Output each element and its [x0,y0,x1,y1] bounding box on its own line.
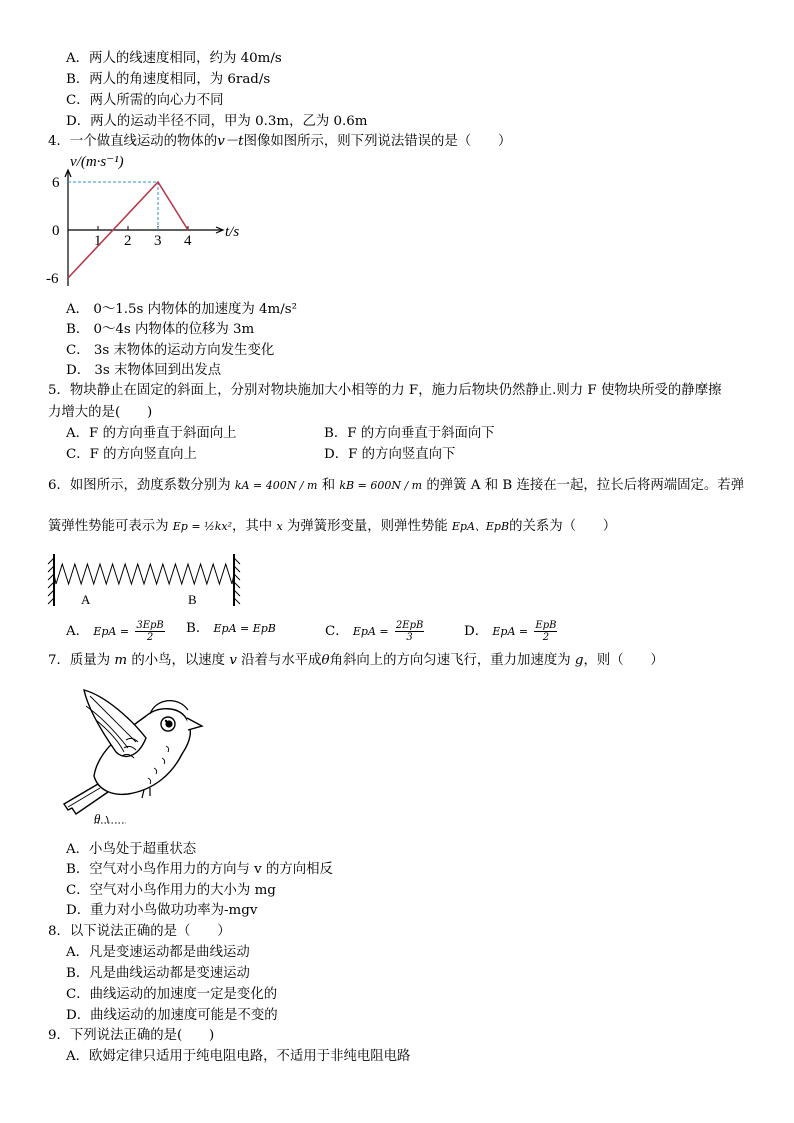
q6-option-a-lhs: EpA = [93,625,130,638]
q6-option-a-label: A． [66,624,90,639]
q6-epa-epb: EpA、EpB [451,520,510,533]
q6-and: 和 [321,478,336,493]
q6-option-b-label: B． [186,621,210,636]
q5-option-c: C．F 的方向竖直向上 [66,447,197,462]
q6-option-d-num: EpB [535,620,557,631]
q5-option-d: D．F 的方向竖直向下 [324,447,456,462]
q6-option-a [66,620,167,643]
q6-option-c [325,620,426,643]
q8-stem: 8．以下说法正确的是（ ） [48,924,231,939]
x-tick-label: 2 [124,233,132,249]
q7-v: v [229,653,237,668]
q5-option-b: B．F 的方向垂直于斜面向下 [324,426,495,441]
q6-line2-d: 的关系为（ ） [509,519,617,534]
q6-option-a-num: 3EpB [136,620,164,631]
q7-option-c: C．空气对小鸟作用力的大小为 mg [66,883,276,898]
q3-option-b: B．两人的角速度相同，为 6rad/s [66,72,271,87]
q6-option-b-lhs: EpA = EpB [213,622,276,635]
q6-line2-a: 簧弹性势能可表示为 [48,519,169,534]
q7-option-b: B．空气对小鸟作用力的方向与 v 的方向相反 [66,862,333,877]
spring-figure [44,548,244,614]
q4-option-d: D． 3s 末物体回到出发点 [66,363,222,378]
q3-option-c: C．两人所需的向心力不同 [66,93,224,108]
spring-b-label: B [188,592,197,607]
q6-kb: kB = 600N / m [339,479,423,492]
q8-option-d: D．曲线运动的加速度可能是不变的 [66,1008,278,1023]
q5-stem-line2: 力增大的是( ) [48,405,153,420]
q8-option-c: C．曲线运动的加速度一定是变化的 [66,987,278,1002]
q6-option-c-den: 3 [406,632,413,643]
q6-line2 [48,518,616,536]
q9-stem: 9．下列说法正确的是( ) [48,1028,215,1043]
q6-option-d-frac [534,620,557,643]
q7-stem-d: 角斜向上的方向匀速飞行，重力加速度为 [329,653,571,668]
q7-stem-a: 7．质量为 [48,653,111,668]
q7-option-d: D．重力对小鸟做功功率为-mgv [66,903,258,918]
q6-line1 [48,477,744,495]
x-tick-label: 1 [94,233,102,249]
q6-option-c-frac [395,620,424,643]
q8-option-a: A．凡是变速运动都是曲线运动 [66,945,250,960]
q5-stem-line1: 5．物块静止在固定的斜面上，分别对物块施加大小相等的力 F，施力后物块仍然静止.则力 F 使物块所受的静摩擦 [48,383,722,398]
x-tick-label: 3 [154,233,162,249]
q5-option-a: A．F 的方向垂直于斜面向上 [66,426,237,441]
q6-line2-c: 为弹簧形变量，则弹性势能 [286,519,448,534]
q4-stem-suffix: 图像如图所示，则下列说法错误的是（ ） [243,134,512,149]
q6-option-c-lhs: EpA = [352,625,389,638]
q3-option-a: A．两人的线速度相同，约为 40m/s [66,51,282,66]
q7-stem-e: ，则（ ） [583,653,664,668]
q6-formula: Ep = ½kx² [172,520,233,533]
vt-chart [44,152,264,302]
angle-theta-label: θ [94,811,101,826]
q6-line2-b: ，其中 [232,519,273,534]
spring-coils [54,564,234,584]
y-tick-label: 0 [52,223,60,239]
q4-option-c: C． 3s 末物体的运动方向发生变化 [66,343,275,358]
q3-option-d: D．两人的运动半径不同，甲为 0.3m，乙为 0.6m [66,114,368,129]
q9-option-a: A．欧姆定律只适用于纯电阻电路，不适用于非纯电阻电路 [66,1049,411,1064]
q6-option-c-label: C． [325,624,349,639]
q7-option-a: A．小鸟处于超重状态 [66,842,197,857]
x-axis-label: t/s [225,224,240,240]
q6-option-c-num: 2EpB [395,620,424,631]
q7-theta: θ [321,653,330,668]
spring-a-label: A [81,592,91,607]
y-axis-label: v/(m·s⁻¹) [70,154,124,170]
y-tick-label: 6 [52,175,60,191]
q6-x-var: x [276,520,283,533]
q6-option-d-lhs: EpA = [492,625,529,638]
q6-line1-b: 的弹簧 A 和 B 连接在一起，拉长后将两端固定。若弹 [426,478,745,493]
y-tick-label: -6 [46,271,59,287]
q4-stem-var: v－t [217,134,244,149]
q7-stem-b: 的小鸟，以速度 [131,653,226,668]
q7-stem-c: 沿着与水平成 [241,653,322,668]
q4-option-a: A． 0～1.5s 内物体的加速度为 4m/s² [66,302,298,317]
q6-ka: kA = 400N / m [234,479,318,492]
bird-figure [54,680,214,830]
q4-stem [48,133,511,151]
q4-option-b: B． 0～4s 内物体的位移为 3m [66,322,255,337]
q8-option-b: B．凡是曲线运动都是变速运动 [66,966,250,981]
q6-line1-a: 6．如图所示，劲度系数分别为 [48,478,231,493]
q6-option-a-den: 2 [146,632,154,643]
q6-option-d-den: 2 [542,632,550,643]
q6-option-d-label: D． [464,624,489,639]
x-tick-label: 4 [184,233,192,249]
bird-beak [187,718,202,730]
q6-option-d [464,620,559,643]
q6-option-b [186,620,276,638]
q7-stem [48,652,664,670]
q7-g: g [574,653,584,668]
q6-option-a-frac [135,620,164,643]
q7-m: m [114,653,128,668]
q4-stem-prefix: 4．一个做直线运动的物体的 [48,134,218,149]
